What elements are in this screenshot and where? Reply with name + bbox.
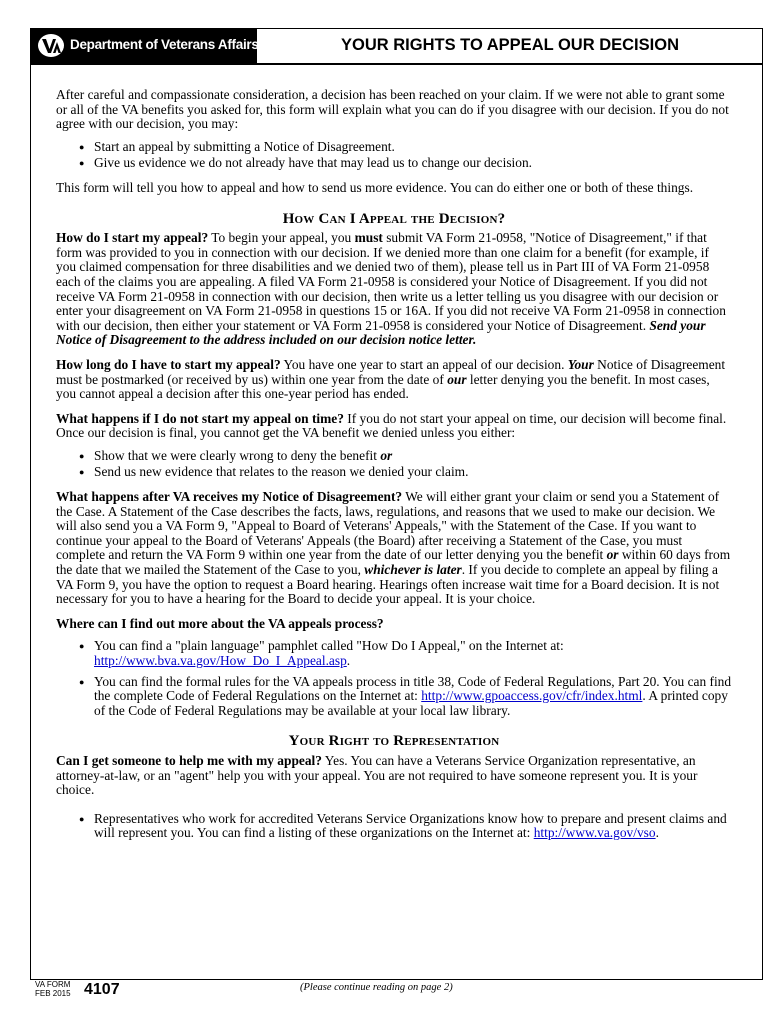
va-logo-icon [37,33,65,58]
deadline-paragraph: How long do I have to start my appeal? You have one year to start an appeal of our decision. Your Notice of Disagreement must be postmarked (or received by us) within one year from the date of our letter denying you the benefit. In most cases, you cannot appeal a decision after this one-year period has ended. [56,356,726,402]
list-item: ● Show that we were clearly wrong to deny the benefit or [56,449,732,464]
list-item: ● Representatives who work for accredited Veterans Service Organizations know how to prepare and present claims and will represent you. You can find a listing of these organizations on the Internet at: http://www.va.gov/vso. [56,812,732,841]
question: Where can I find out more about the VA appeals process? [56,615,384,631]
question: How long do I have to start my appeal? [56,356,281,372]
list-item: ● Give us evidence we do not already have that may lead us to change our decision. [56,156,732,171]
representation-paragraph: Can I get someone to help me with my appeal? Yes. You can have a Veterans Service Organization representative, an attorney-at-law, or an "agent" help you with your appeal. You are not required to have someone represent you. It is your choice. [56,752,698,798]
continue-note: (Please continue reading on page 2) [300,982,453,993]
agency-banner [30,28,257,63]
more-info-list [56,639,732,718]
representation-list [56,812,732,841]
send-instruction: Send your Notice of Disagreement to the address included on our decision notice letter. [56,317,706,348]
list-item: ● You can find a "plain language" pamphlet called "How Do I Appeal," on the Internet at: http://www.bva.va.gov/How_Do_I_Appeal.asp. [56,639,732,668]
list-item: ● You can find the formal rules for the VA appeals process in title 38, Code of Federal Regulations, Part 20. You can find the complete Code of Federal Regulations on the Internet at: http://www.gpoaccess.gov/cfr/index.html. A printed copy of the Code of Federal Regulations may be available at your local law library. [56,675,732,719]
question: Can I get someone to help me with my appeal? [56,752,322,768]
cfr-link[interactable]: http://www.gpoaccess.gov/cfr/index.html [421,688,643,704]
agency-name: Department of Veterans Affairs [70,37,259,52]
more-info-question [56,617,732,632]
start-appeal-paragraph: How do I start my appeal? To begin your appeal, you must submit VA Form 21-0958, "Notice of Disagreement," if that form was provided to you in connection with our decision. If we denied more than one claim for a benefit (for example, if you claimed compensation for three disabilities and we denied two of them), please tell us in Part III of VA Form 21-0958 each of the claims you are appealing. A filed VA Form 21-0958 is considered your Notice of Disagreement. If you did not receive VA Form 21-0958 in connection with our decision, then write us a letter telling us you disagree with our decision or enter your disagreement on VA Form 21-0958 in questions 15 or 16A. If you did not receive VA Form 21-0958 in connection with our decision, then either your statement or VA Form 21-0958 is considered your Notice of Disagreement. Send your Notice of Disagreement to the address included on our decision notice letter. [56,230,726,348]
intro-paragraph: After careful and compassionate consideration, a decision has been reached on your claim. If we were not able to grant some or all of the VA benefits you asked for, this form will explain what you can do if you disagree with our decision. If you do not agree with our decision, you may: [56,87,729,132]
question: How do I start my appeal? [56,230,209,246]
intro-paragraph-2: This form will tell you how to appeal and how to send us more evidence. You can do either one or both of these things. [56,179,694,195]
late-appeal-paragraph: What happens if I do not start my appeal on time? If you do not start your appeal on time, our decision will become final. Once our decision is final, you cannot get the VA benefit we denied unless you either: [56,410,727,441]
form-body [56,88,732,841]
section-heading-appeal: How Can I Appeal the Decision? [282,210,506,227]
form-header [30,28,763,65]
form-title: YOUR RIGHTS TO APPEAL OUR DECISION [341,36,679,54]
form-id: VA FORM FEB 2015 [35,980,71,998]
late-appeal-list [56,449,732,480]
question: What happens if I do not start my appeal on time? [56,410,344,426]
intro-list [56,140,732,171]
list-item: ● Start an appeal by submitting a Notice of Disagreement. [56,140,732,155]
question: What happens after VA receives my Notice of Disagreement? [56,489,403,505]
vso-link[interactable]: http://www.va.gov/vso [533,825,656,841]
section-heading-representation: Your Right to Representation [288,733,500,750]
list-item: ● Send us new evidence that relates to the reason we denied your claim. [56,465,732,480]
bva-pamphlet-link[interactable]: http://www.bva.va.gov/How_Do_I_Appeal.asp [94,653,347,668]
after-notice-paragraph: What happens after VA receives my Notice of Disagreement? We will either grant your claim or send you a Statement of the Case. A Statement of the Case describes the facts, laws, regulations, and reasons that we used to make our decision. We will also send you a VA Form 9, "Appeal to Board of Veterans' Appeals," with the Statement of the Case. If you want to continue your appeal to the Board of Veterans' Appeals (the Board) after receiving a Statement of the Case, you must complete and return the VA Form 9 within one year from the date of our letter denying you the benefit or within 60 days from the date that we mailed the Statement of the Case to you, whichever is later. If you decide to complete an appeal by filing a VA Form 9, you have the option to request a Board hearing. Hearings often increase wait time for a Board decision. It is not necessary for you to have a hearing for the Board to decide your appeal. It is your choice. [56,489,731,607]
form-number: 4107 [84,981,120,998]
